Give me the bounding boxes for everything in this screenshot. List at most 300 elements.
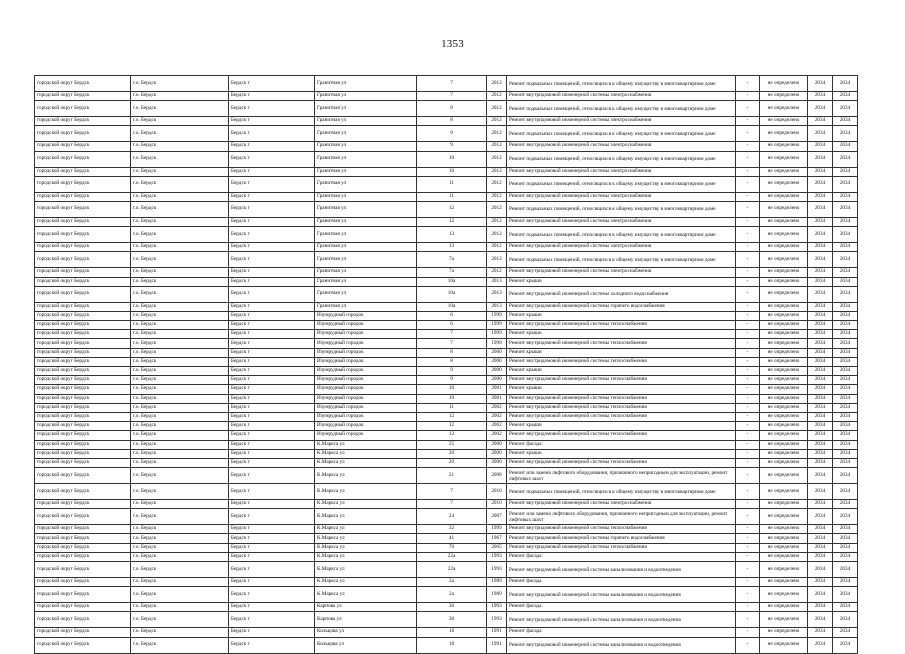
settlement-cell: г.о. Бердск	[131, 385, 229, 394]
plan-year-start-cell: 2034	[808, 357, 833, 366]
plan-year-end-cell: 2034	[833, 367, 858, 376]
work-type-cell: Ремонт крыши	[507, 311, 736, 320]
locality-cell: Бердск г	[229, 484, 315, 500]
plan-year-end-cell: 2034	[833, 543, 858, 552]
work-type-cell: Ремонт внутридомовой инженерной системы горячего водоснабжения	[507, 534, 736, 543]
dash-cell: -	[736, 509, 760, 525]
locality-cell: Бердск г	[229, 525, 315, 534]
municipality-cell: городской округ Бердск	[35, 201, 131, 217]
dash-cell: -	[736, 227, 760, 243]
year-built-cell: 1999	[487, 339, 507, 348]
house-cell: 24	[417, 509, 487, 525]
cost-cell: не определено	[760, 92, 808, 101]
plan-year-end-cell: 2034	[833, 394, 858, 403]
locality-cell: Бердск г	[229, 440, 315, 449]
plan-year-end-cell: 2034	[833, 612, 858, 628]
dash-cell: -	[736, 268, 760, 277]
table-row	[35, 449, 858, 458]
house-cell: 2а	[417, 578, 487, 587]
plan-year-start-cell: 2034	[808, 552, 833, 561]
municipality-cell: городской округ Бердск	[35, 587, 131, 603]
work-type-cell: Ремонт крыши	[507, 385, 736, 394]
year-built-cell: 2012	[487, 151, 507, 167]
table-row	[35, 385, 858, 394]
settlement-cell: г.о. Бердск	[131, 277, 229, 286]
plan-year-start-cell: 2034	[808, 449, 833, 458]
street-cell: Гранитная ул	[315, 277, 417, 286]
house-cell: 12	[417, 422, 487, 431]
locality-cell: Бердск г	[229, 268, 315, 277]
work-type-cell: Ремонт внутридомовой инженерной системы электроснабжения	[507, 192, 736, 201]
street-cell: Гранитная ул	[315, 142, 417, 151]
house-cell: 7	[417, 330, 487, 339]
settlement-cell: г.о. Бердск	[131, 117, 229, 126]
municipality-cell: городской округ Бердск	[35, 176, 131, 192]
table-row	[35, 562, 858, 578]
table-body	[35, 76, 858, 654]
year-built-cell: 1991	[487, 628, 507, 637]
municipality-cell: городской округ Бердск	[35, 348, 131, 357]
year-built-cell: 2000	[487, 367, 507, 376]
locality-cell: Бердск г	[229, 76, 315, 92]
cost-cell: не определено	[760, 201, 808, 217]
locality-cell: Бердск г	[229, 628, 315, 637]
settlement-cell: г.о. Бердск	[131, 92, 229, 101]
street-cell: К.Маркса ул	[315, 578, 417, 587]
dash-cell: -	[736, 449, 760, 458]
plan-year-start-cell: 2034	[808, 339, 833, 348]
house-cell: 12	[417, 201, 487, 217]
cost-cell: не определено	[760, 167, 808, 176]
house-cell: 9	[417, 376, 487, 385]
dash-cell: -	[736, 151, 760, 167]
dash-cell: -	[736, 468, 760, 484]
table-row	[35, 192, 858, 201]
municipality-cell: городской округ Бердск	[35, 101, 131, 117]
settlement-cell: г.о. Бердск	[131, 217, 229, 226]
settlement-cell: г.о. Бердск	[131, 534, 229, 543]
year-built-cell: 1999	[487, 330, 507, 339]
plan-year-end-cell: 2034	[833, 126, 858, 142]
street-cell: Гранитная ул	[315, 201, 417, 217]
municipality-cell: городской округ Бердск	[35, 142, 131, 151]
plan-year-start-cell: 2034	[808, 376, 833, 385]
cost-cell: не определено	[760, 431, 808, 440]
cost-cell: не определено	[760, 385, 808, 394]
house-cell: 9	[417, 367, 487, 376]
cost-cell: не определено	[760, 587, 808, 603]
street-cell: К.Маркса ул	[315, 468, 417, 484]
settlement-cell: г.о. Бердск	[131, 330, 229, 339]
plan-year-start-cell: 2034	[808, 534, 833, 543]
plan-year-end-cell: 2034	[833, 252, 858, 268]
table-row	[35, 412, 858, 421]
house-cell: 18	[417, 637, 487, 653]
locality-cell: Бердск г	[229, 431, 315, 440]
street-cell: Гранитная ул	[315, 192, 417, 201]
plan-year-end-cell: 2034	[833, 509, 858, 525]
table-row	[35, 628, 858, 637]
year-built-cell: 2010	[487, 484, 507, 500]
year-built-cell: 2012	[487, 176, 507, 192]
work-type-cell: Ремонт внутридомовой инженерной системы теплоснабжения	[507, 394, 736, 403]
house-cell: 12	[417, 412, 487, 421]
house-cell: 41	[417, 534, 487, 543]
dash-cell: -	[736, 525, 760, 534]
settlement-cell: г.о. Бердск	[131, 167, 229, 176]
plan-year-start-cell: 2034	[808, 612, 833, 628]
cost-cell: не определено	[760, 227, 808, 243]
settlement-cell: г.о. Бердск	[131, 367, 229, 376]
municipality-cell: городской округ Бердск	[35, 500, 131, 509]
house-cell: 8	[417, 348, 487, 357]
work-type-cell: Ремонт внутридомовой инженерной системы теплоснабжения	[507, 525, 736, 534]
year-built-cell: 2000	[487, 348, 507, 357]
cost-cell: не определено	[760, 440, 808, 449]
plan-year-start-cell: 2034	[808, 348, 833, 357]
dash-cell: -	[736, 376, 760, 385]
year-built-cell: 2012	[487, 76, 507, 92]
plan-year-end-cell: 2034	[833, 76, 858, 92]
municipality-cell: городской округ Бердск	[35, 422, 131, 431]
plan-year-start-cell: 2034	[808, 500, 833, 509]
house-cell: 21	[417, 468, 487, 484]
plan-year-end-cell: 2034	[833, 117, 858, 126]
settlement-cell: г.о. Бердск	[131, 268, 229, 277]
dash-cell: -	[736, 587, 760, 603]
locality-cell: Бердск г	[229, 348, 315, 357]
house-cell: 12	[417, 431, 487, 440]
settlement-cell: г.о. Бердск	[131, 440, 229, 449]
dash-cell: -	[736, 637, 760, 653]
plan-year-start-cell: 2034	[808, 484, 833, 500]
dash-cell: -	[736, 167, 760, 176]
table-row	[35, 468, 858, 484]
street-cell: Изумрудный городок	[315, 348, 417, 357]
locality-cell: Бердск г	[229, 603, 315, 612]
house-cell: 9	[417, 142, 487, 151]
municipality-cell: городской округ Бердск	[35, 484, 131, 500]
work-type-cell: Ремонт фасада	[507, 603, 736, 612]
plan-year-start-cell: 2034	[808, 578, 833, 587]
capital-repair-table	[34, 75, 858, 654]
cost-cell: не определено	[760, 552, 808, 561]
plan-year-end-cell: 2034	[833, 578, 858, 587]
plan-year-end-cell: 2034	[833, 357, 858, 366]
settlement-cell: г.о. Бердск	[131, 126, 229, 142]
plan-year-end-cell: 2034	[833, 440, 858, 449]
year-built-cell: 2000	[487, 449, 507, 458]
street-cell: К.Маркса ул	[315, 543, 417, 552]
locality-cell: Бердск г	[229, 201, 315, 217]
year-built-cell: 2013	[487, 286, 507, 302]
dash-cell: -	[736, 367, 760, 376]
cost-cell: не определено	[760, 637, 808, 653]
locality-cell: Бердск г	[229, 142, 315, 151]
locality-cell: Бердск г	[229, 385, 315, 394]
plan-year-start-cell: 2034	[808, 422, 833, 431]
table-row	[35, 543, 858, 552]
year-built-cell: 2001	[487, 385, 507, 394]
plan-year-start-cell: 2034	[808, 286, 833, 302]
year-built-cell: 1991	[487, 637, 507, 653]
street-cell: Гранитная ул	[315, 268, 417, 277]
locality-cell: Бердск г	[229, 376, 315, 385]
dash-cell: -	[736, 76, 760, 92]
year-built-cell: 2013	[487, 277, 507, 286]
street-cell: Гранитная ул	[315, 217, 417, 226]
plan-year-end-cell: 2034	[833, 449, 858, 458]
locality-cell: Бердск г	[229, 192, 315, 201]
plan-year-end-cell: 2034	[833, 277, 858, 286]
plan-year-start-cell: 2034	[808, 151, 833, 167]
dash-cell: -	[736, 403, 760, 412]
municipality-cell: городской округ Бердск	[35, 603, 131, 612]
locality-cell: Бердск г	[229, 176, 315, 192]
dash-cell: -	[736, 394, 760, 403]
plan-year-start-cell: 2034	[808, 562, 833, 578]
plan-year-end-cell: 2034	[833, 422, 858, 431]
locality-cell: Бердск г	[229, 587, 315, 603]
dash-cell: -	[736, 126, 760, 142]
work-type-cell: Ремонт или замена лифтового оборудования, признанного непригодным для эксплуатации, ремонт лифтовых шахт	[507, 509, 736, 525]
plan-year-end-cell: 2034	[833, 500, 858, 509]
municipality-cell: городской округ Бердск	[35, 117, 131, 126]
work-type-cell: Ремонт внутридомовой инженерной системы электроснабжения	[507, 142, 736, 151]
work-type-cell: Ремонт внутридомовой инженерной системы электроснабжения	[507, 92, 736, 101]
house-cell: 9	[417, 126, 487, 142]
locality-cell: Бердск г	[229, 612, 315, 628]
work-type-cell: Ремонт подвальных помещений, относящихся к общему имуществу в многоквартирном доме	[507, 76, 736, 92]
street-cell: Гранитная ул	[315, 252, 417, 268]
cost-cell: не определено	[760, 268, 808, 277]
year-built-cell: 2002	[487, 412, 507, 421]
street-cell: К.Маркса ул	[315, 534, 417, 543]
work-type-cell: Ремонт подвальных помещений, относящихся к общему имуществу в многоквартирном доме	[507, 176, 736, 192]
street-cell: Гранитная ул	[315, 176, 417, 192]
settlement-cell: г.о. Бердск	[131, 394, 229, 403]
cost-cell: не определено	[760, 376, 808, 385]
work-type-cell: Ремонт крыши	[507, 422, 736, 431]
settlement-cell: г.о. Бердск	[131, 403, 229, 412]
table-row	[35, 394, 858, 403]
cost-cell: не определено	[760, 192, 808, 201]
house-cell: 6	[417, 321, 487, 330]
work-type-cell: Ремонт внутридомовой инженерной системы теплоснабжения	[507, 376, 736, 385]
work-type-cell: Ремонт внутридомовой инженерной системы электроснабжения	[507, 500, 736, 509]
work-type-cell: Ремонт крыши	[507, 277, 736, 286]
locality-cell: Бердск г	[229, 311, 315, 320]
plan-year-end-cell: 2034	[833, 101, 858, 117]
locality-cell: Бердск г	[229, 101, 315, 117]
street-cell: Изумрудный городок	[315, 412, 417, 421]
table-row	[35, 637, 858, 653]
year-built-cell: 1967	[487, 534, 507, 543]
dash-cell: -	[736, 628, 760, 637]
table-row	[35, 167, 858, 176]
locality-cell: Бердск г	[229, 151, 315, 167]
dash-cell: -	[736, 92, 760, 101]
cost-cell: не определено	[760, 412, 808, 421]
municipality-cell: городской округ Бердск	[35, 612, 131, 628]
plan-year-start-cell: 2034	[808, 192, 833, 201]
work-type-cell: Ремонт фасада	[507, 552, 736, 561]
municipality-cell: городской округ Бердск	[35, 468, 131, 484]
locality-cell: Бердск г	[229, 422, 315, 431]
dash-cell: -	[736, 330, 760, 339]
work-type-cell: Ремонт внутридомовой инженерной системы теплоснабжения	[507, 458, 736, 467]
cost-cell: не определено	[760, 562, 808, 578]
plan-year-end-cell: 2034	[833, 534, 858, 543]
plan-year-start-cell: 2034	[808, 394, 833, 403]
settlement-cell: г.о. Бердск	[131, 201, 229, 217]
municipality-cell: городской округ Бердск	[35, 339, 131, 348]
work-type-cell: Ремонт внутридомовой инженерной системы канализования и водоотведения	[507, 587, 736, 603]
table-row	[35, 376, 858, 385]
year-built-cell: 2007	[487, 509, 507, 525]
plan-year-end-cell: 2034	[833, 92, 858, 101]
work-type-cell: Ремонт фасада	[507, 628, 736, 637]
street-cell: Карпова ул	[315, 603, 417, 612]
municipality-cell: городской округ Бердск	[35, 534, 131, 543]
plan-year-end-cell: 2034	[833, 192, 858, 201]
work-type-cell: Ремонт внутридомовой инженерной системы теплоснабжения	[507, 357, 736, 366]
settlement-cell: г.о. Бердск	[131, 562, 229, 578]
dash-cell: -	[736, 286, 760, 302]
locality-cell: Бердск г	[229, 458, 315, 467]
street-cell: Гранитная ул	[315, 126, 417, 142]
plan-year-end-cell: 2034	[833, 637, 858, 653]
municipality-cell: городской округ Бердск	[35, 376, 131, 385]
municipality-cell: городской округ Бердск	[35, 167, 131, 176]
table-row	[35, 101, 858, 117]
cost-cell: не определено	[760, 243, 808, 252]
year-built-cell: 2013	[487, 302, 507, 311]
house-cell: 6	[417, 311, 487, 320]
street-cell: Изумрудный городок	[315, 367, 417, 376]
plan-year-start-cell: 2034	[808, 311, 833, 320]
year-built-cell: 2000	[487, 376, 507, 385]
table-row	[35, 525, 858, 534]
locality-cell: Бердск г	[229, 357, 315, 366]
plan-year-end-cell: 2034	[833, 243, 858, 252]
settlement-cell: г.о. Бердск	[131, 552, 229, 561]
year-built-cell: 2012	[487, 201, 507, 217]
year-built-cell: 1989	[487, 587, 507, 603]
plan-year-end-cell: 2034	[833, 385, 858, 394]
table-row	[35, 534, 858, 543]
table-row	[35, 217, 858, 226]
locality-cell: Бердск г	[229, 252, 315, 268]
municipality-cell: городской округ Бердск	[35, 311, 131, 320]
table-row	[35, 612, 858, 628]
work-type-cell: Ремонт внутридомовой инженерной системы электроснабжения	[507, 167, 736, 176]
house-cell: 30	[417, 603, 487, 612]
cost-cell: не определено	[760, 302, 808, 311]
table-row	[35, 357, 858, 366]
cost-cell: не определено	[760, 468, 808, 484]
year-built-cell: 2012	[487, 268, 507, 277]
municipality-cell: городской округ Бердск	[35, 126, 131, 142]
dash-cell: -	[736, 543, 760, 552]
street-cell: Изумрудный городок	[315, 321, 417, 330]
municipality-cell: городской округ Бердск	[35, 76, 131, 92]
house-cell: 20	[417, 458, 487, 467]
table-row	[35, 422, 858, 431]
house-cell: 30	[417, 612, 487, 628]
municipality-cell: городской округ Бердск	[35, 227, 131, 243]
table-row	[35, 348, 858, 357]
cost-cell: не определено	[760, 321, 808, 330]
municipality-cell: городской округ Бердск	[35, 578, 131, 587]
work-type-cell: Ремонт крыши	[507, 330, 736, 339]
municipality-cell: городской округ Бердск	[35, 92, 131, 101]
work-type-cell: Ремонт внутридомовой инженерной системы горячего водоснабжения	[507, 302, 736, 311]
street-cell: Изумрудный городок	[315, 431, 417, 440]
table-row	[35, 603, 858, 612]
plan-year-start-cell: 2034	[808, 217, 833, 226]
house-cell: 8	[417, 357, 487, 366]
street-cell: Гранитная ул	[315, 117, 417, 126]
plan-year-start-cell: 2034	[808, 637, 833, 653]
house-cell: 11	[417, 176, 487, 192]
plan-year-start-cell: 2034	[808, 117, 833, 126]
plan-year-end-cell: 2034	[833, 628, 858, 637]
plan-year-start-cell: 2034	[808, 277, 833, 286]
plan-year-start-cell: 2034	[808, 543, 833, 552]
house-cell: 13	[417, 227, 487, 243]
year-built-cell: 2008	[487, 468, 507, 484]
municipality-cell: городской округ Бердск	[35, 357, 131, 366]
table-row	[35, 403, 858, 412]
locality-cell: Бердск г	[229, 339, 315, 348]
year-built-cell: 2012	[487, 126, 507, 142]
cost-cell: не определено	[760, 357, 808, 366]
work-type-cell: Ремонт подвальных помещений, относящихся к общему имуществу в многоквартирном доме	[507, 201, 736, 217]
dash-cell: -	[736, 562, 760, 578]
cost-cell: не определено	[760, 578, 808, 587]
house-cell: 7	[417, 339, 487, 348]
year-built-cell: 2012	[487, 92, 507, 101]
plan-year-end-cell: 2034	[833, 587, 858, 603]
locality-cell: Бердск г	[229, 217, 315, 226]
work-type-cell: Ремонт внутридомовой инженерной системы теплоснабжения	[507, 431, 736, 440]
municipality-cell: городской округ Бердск	[35, 509, 131, 525]
work-type-cell: Ремонт подвальных помещений, относящихся к общему имуществу в многоквартирном доме	[507, 126, 736, 142]
locality-cell: Бердск г	[229, 286, 315, 302]
plan-year-start-cell: 2034	[808, 321, 833, 330]
settlement-cell: г.о. Бердск	[131, 628, 229, 637]
dash-cell: -	[736, 101, 760, 117]
municipality-cell: городской округ Бердск	[35, 552, 131, 561]
cost-cell: не определено	[760, 217, 808, 226]
street-cell: Гранитная ул	[315, 243, 417, 252]
year-built-cell: 1999	[487, 311, 507, 320]
house-cell: 10	[417, 151, 487, 167]
street-cell: Кольцова ул	[315, 637, 417, 653]
locality-cell: Бердск г	[229, 552, 315, 561]
table-row	[35, 367, 858, 376]
settlement-cell: г.о. Бердск	[131, 637, 229, 653]
settlement-cell: г.о. Бердск	[131, 252, 229, 268]
dash-cell: -	[736, 277, 760, 286]
plan-year-start-cell: 2034	[808, 468, 833, 484]
municipality-cell: городской округ Бердск	[35, 302, 131, 311]
house-cell: 20	[417, 449, 487, 458]
plan-year-end-cell: 2034	[833, 525, 858, 534]
plan-year-end-cell: 2034	[833, 403, 858, 412]
street-cell: К.Маркса ул	[315, 587, 417, 603]
